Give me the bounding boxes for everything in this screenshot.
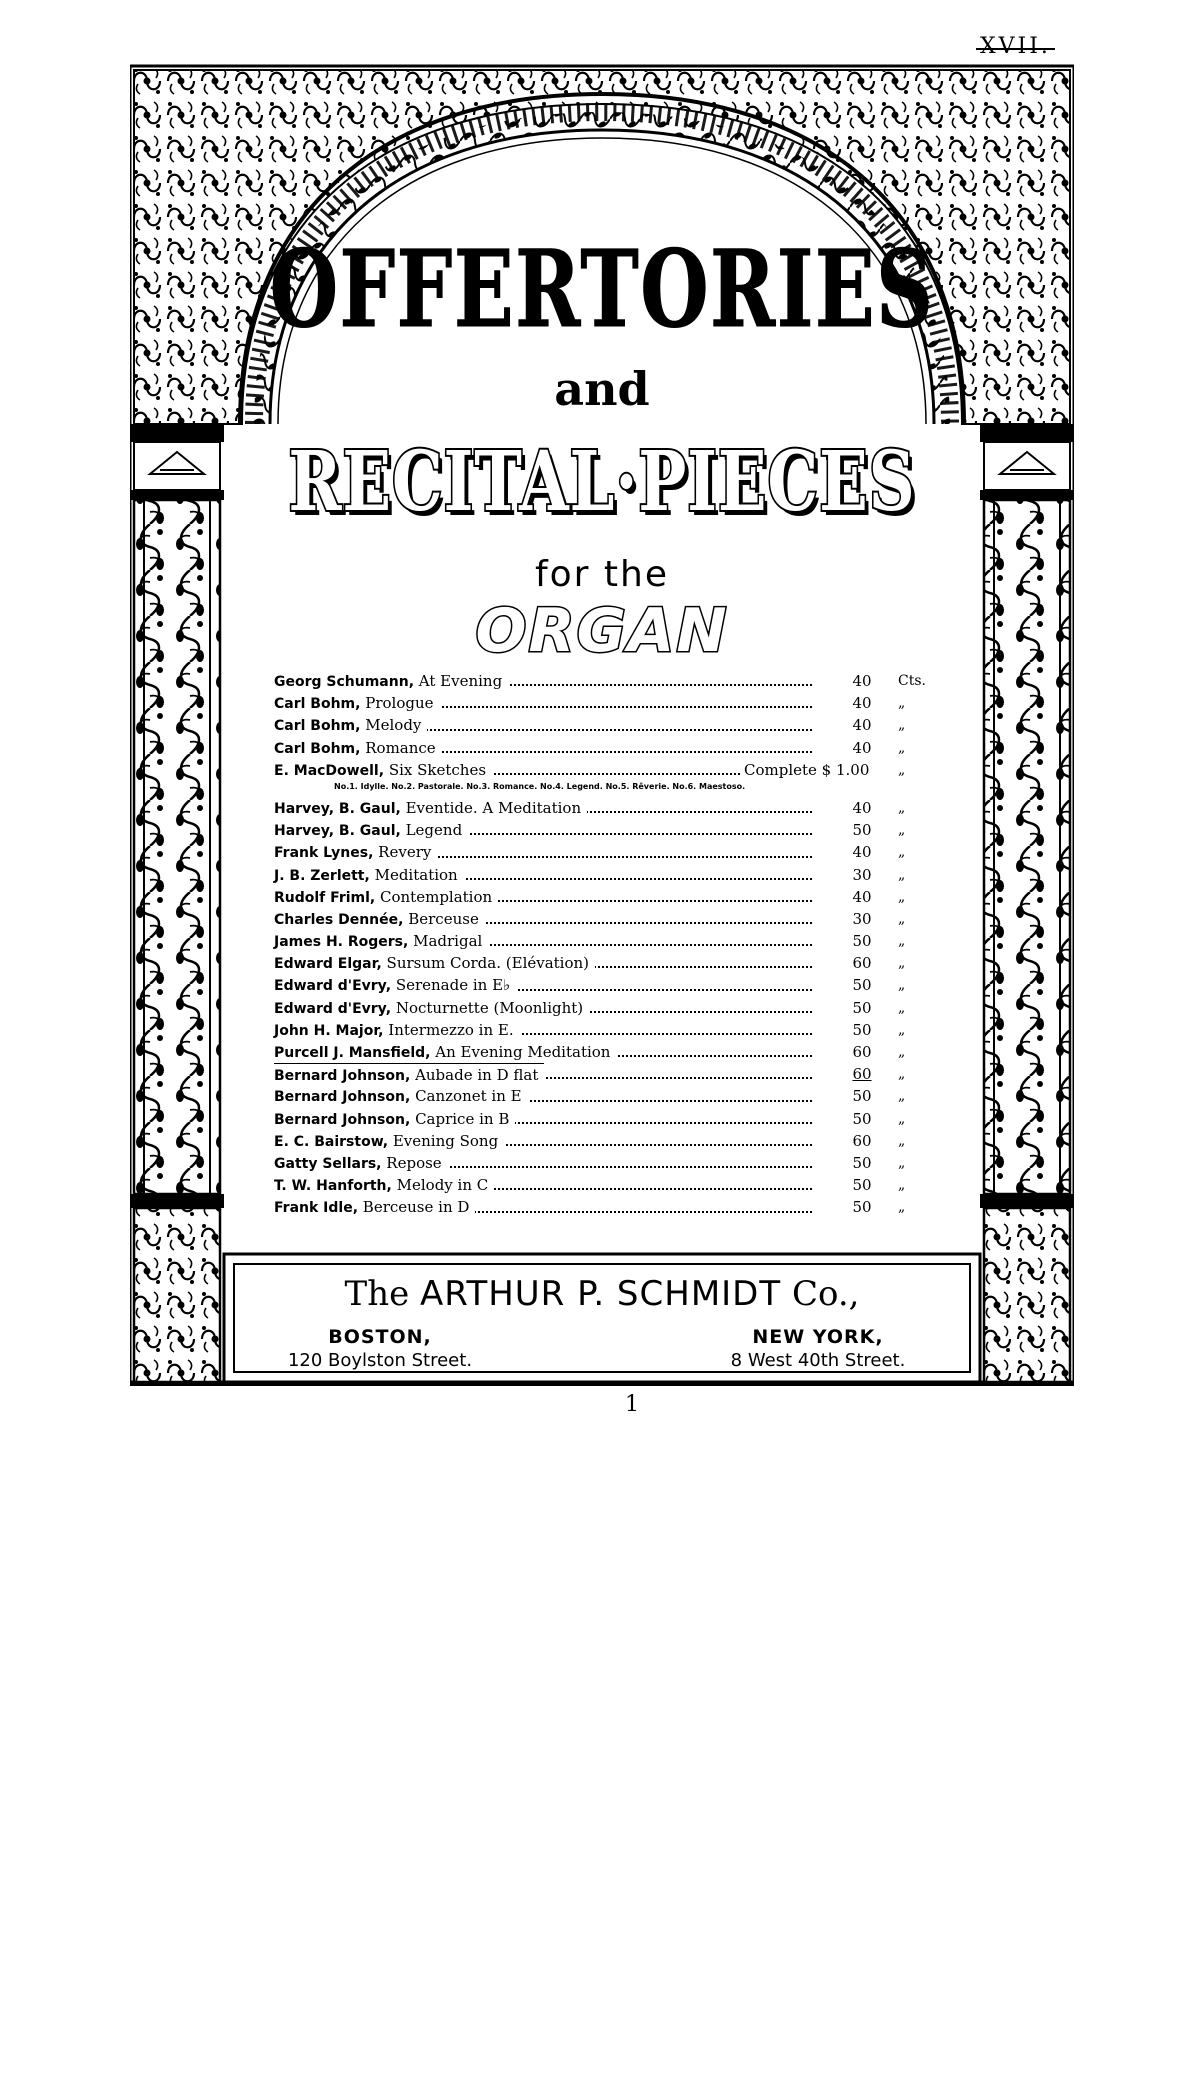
composer-name: Harvey, B. Gaul, bbox=[274, 800, 401, 817]
catalog-entry bbox=[274, 692, 440, 715]
new-york-address: 8 West 40th Street. bbox=[730, 1350, 906, 1371]
price: 50 bbox=[842, 1174, 882, 1196]
sketches-subtitle: No.1. Idylle. No.2. Pastorale. No.3. Romance. No.4. Legend. No.5. Rêverie. No.6. Maestoso. bbox=[334, 781, 746, 791]
new-york-city: NEW YORK, bbox=[752, 1326, 884, 1348]
catalog-entry bbox=[274, 1130, 504, 1153]
composer-name: E. C. Bairstow, bbox=[274, 1133, 389, 1150]
price: 50 bbox=[842, 1152, 882, 1174]
piece-title: At Evening bbox=[418, 672, 503, 690]
price-unit: „ bbox=[898, 799, 906, 816]
catalog-row bbox=[274, 1041, 924, 1063]
price-unit: „ bbox=[898, 1199, 906, 1216]
catalog-entry bbox=[274, 841, 437, 864]
composer-name: Bernard Johnson, bbox=[274, 1111, 411, 1128]
catalog-entry bbox=[274, 759, 492, 782]
price-unit: „ bbox=[898, 761, 906, 778]
catalog-row bbox=[274, 886, 924, 908]
piece-title: Romance bbox=[365, 738, 436, 757]
catalog-row bbox=[274, 1063, 924, 1085]
composer-name: Gatty Sellars, bbox=[274, 1155, 382, 1172]
price: 30 bbox=[842, 864, 882, 886]
catalog-row bbox=[274, 974, 924, 996]
composer-name: T. W. Hanforth, bbox=[274, 1178, 392, 1195]
piece-title: Melody bbox=[365, 716, 422, 735]
catalog-entry bbox=[274, 670, 508, 693]
price-unit: „ bbox=[898, 1021, 906, 1038]
catalog-entry bbox=[274, 1174, 494, 1197]
price: 40 bbox=[842, 714, 882, 736]
price-unit: „ bbox=[898, 1044, 906, 1060]
composer-name: Harvey, B. Gaul, bbox=[274, 823, 401, 840]
price-unit: „ bbox=[898, 822, 906, 839]
price-unit: „ bbox=[898, 866, 906, 883]
price-unit: „ bbox=[898, 1154, 906, 1171]
price-unit: „ bbox=[898, 955, 906, 972]
catalog-entry bbox=[274, 737, 442, 760]
catalog-entry bbox=[274, 819, 468, 842]
catalog-row bbox=[274, 1196, 924, 1218]
price-unit: „ bbox=[898, 739, 906, 756]
catalog-row bbox=[274, 670, 924, 692]
publisher-firm: ARTHUR P. SCHMIDT bbox=[420, 1274, 782, 1314]
catalog-entry bbox=[274, 1041, 616, 1064]
publisher-co: Co., bbox=[791, 1274, 860, 1314]
catalog-entry bbox=[274, 1063, 544, 1087]
price-unit: „ bbox=[898, 1066, 906, 1083]
catalog-row bbox=[274, 841, 924, 863]
composer-name: E. MacDowell, bbox=[274, 762, 385, 779]
catalog-row bbox=[274, 1085, 924, 1107]
price-unit: „ bbox=[898, 933, 906, 950]
price-unit: „ bbox=[898, 1177, 906, 1194]
composer-name: Carl Bohm, bbox=[274, 740, 361, 757]
piece-title: Meditation bbox=[374, 865, 458, 884]
catalog-entry bbox=[274, 864, 464, 887]
title-recital-pieces: RECITAL·PIECES bbox=[288, 434, 916, 530]
sketches-subtitle-row bbox=[274, 781, 924, 797]
piece-title: Eventide. A Meditation bbox=[405, 798, 582, 817]
publisher-the: The bbox=[344, 1274, 410, 1314]
composer-name: John H. Major, bbox=[274, 1022, 384, 1039]
price: 50 bbox=[842, 819, 882, 841]
page-mark: XVII. bbox=[980, 34, 1051, 59]
price: 50 bbox=[842, 1108, 882, 1130]
catalog-row bbox=[274, 864, 924, 886]
piece-title: Berceuse bbox=[408, 909, 479, 928]
composer-name: James H. Rogers, bbox=[274, 934, 409, 951]
catalog-row bbox=[274, 908, 924, 930]
price: 40 bbox=[842, 737, 882, 759]
price: 40 bbox=[842, 797, 882, 819]
catalog-entry bbox=[274, 974, 516, 997]
catalog-row bbox=[274, 997, 924, 1019]
price-unit: „ bbox=[898, 888, 906, 905]
price: 60 bbox=[842, 952, 882, 974]
price-unit: „ bbox=[898, 999, 906, 1016]
catalog-entry bbox=[274, 908, 485, 931]
composer-name: Frank Idle, bbox=[274, 1200, 359, 1217]
catalog-row bbox=[274, 714, 924, 736]
page-number: 1 bbox=[625, 1392, 639, 1417]
price: 30 bbox=[842, 908, 882, 930]
composer-name: Edward Elgar, bbox=[274, 956, 382, 973]
catalog-entry bbox=[274, 1196, 475, 1219]
catalog-entry bbox=[274, 797, 587, 820]
boston-address: 120 Boylston Street. bbox=[287, 1350, 473, 1371]
title-for-the: for the bbox=[534, 554, 670, 595]
price-unit: Cts. bbox=[898, 673, 926, 689]
piece-title: Intermezzo in E. bbox=[388, 1020, 514, 1039]
catalog-entry bbox=[274, 714, 427, 737]
piece-title: Serenade in E♭ bbox=[395, 976, 511, 995]
price: 50 bbox=[842, 1196, 882, 1218]
piece-title: Nocturnette (Moonlight) bbox=[395, 998, 584, 1017]
composer-name: Charles Dennée, bbox=[274, 911, 404, 928]
price: 40 bbox=[842, 841, 882, 863]
price-unit: „ bbox=[898, 1110, 906, 1127]
piece-title: Evening Song bbox=[392, 1131, 499, 1150]
catalog-row bbox=[274, 737, 924, 759]
piece-title: Madrigal bbox=[413, 932, 483, 951]
catalog-row bbox=[274, 759, 924, 781]
boston-city: BOSTON, bbox=[328, 1326, 432, 1348]
price: 50 bbox=[842, 1085, 882, 1107]
catalog-row bbox=[274, 1019, 924, 1041]
price-unit: „ bbox=[898, 1132, 906, 1149]
catalog-row bbox=[274, 930, 924, 952]
title-organ: ORGAN bbox=[475, 596, 729, 666]
catalog-entry bbox=[274, 930, 488, 953]
price-unit: „ bbox=[898, 844, 906, 861]
publisher-imprint bbox=[220, 1264, 984, 1376]
price-unit: „ bbox=[898, 1088, 906, 1105]
piece-title: Legend bbox=[405, 821, 463, 840]
catalog-entry bbox=[274, 886, 498, 909]
catalog-row bbox=[274, 1174, 924, 1196]
catalog-row bbox=[274, 1108, 924, 1130]
composer-name: Carl Bohm, bbox=[274, 696, 361, 713]
title-offertories: OFFERTORIES bbox=[269, 226, 935, 351]
title-and: and bbox=[554, 362, 650, 416]
price: 40 bbox=[842, 692, 882, 714]
catalog-entry bbox=[274, 1085, 528, 1108]
composer-name: Bernard Johnson, bbox=[274, 1068, 411, 1085]
piece-title: Contemplation bbox=[380, 887, 493, 906]
piece-title: An Evening Meditation bbox=[435, 1043, 611, 1061]
piece-title: Six Sketches bbox=[388, 760, 487, 779]
composer-name: Carl Bohm, bbox=[274, 718, 361, 735]
piece-title: Revery bbox=[378, 843, 432, 862]
catalog-entry bbox=[274, 997, 589, 1020]
piece-title: Aubade in D flat bbox=[415, 1066, 539, 1085]
composer-name: J. B. Zerlett, bbox=[274, 867, 370, 884]
composer-name: Edward d'Evry, bbox=[274, 1000, 392, 1017]
price-unit: „ bbox=[898, 695, 906, 712]
price: 50 bbox=[842, 930, 882, 952]
price-unit: „ bbox=[898, 717, 906, 734]
composer-name: Purcell J. Mansfield, bbox=[274, 1045, 431, 1061]
piece-title: Caprice in B bbox=[415, 1109, 510, 1128]
catalog-entry bbox=[274, 952, 595, 975]
price-unit: „ bbox=[898, 977, 906, 994]
catalog-entry bbox=[274, 1108, 515, 1131]
composer-name: Edward d'Evry, bbox=[274, 978, 392, 995]
composer-name: Georg Schumann, bbox=[274, 674, 415, 690]
catalog-row bbox=[274, 1130, 924, 1152]
composer-name: Rudolf Friml, bbox=[274, 889, 376, 906]
price: 60 bbox=[842, 1041, 882, 1063]
cover-frame bbox=[130, 64, 1074, 1386]
price: 60 bbox=[842, 1063, 882, 1085]
price: 50 bbox=[842, 997, 882, 1019]
catalog-row bbox=[274, 1152, 924, 1174]
price: 50 bbox=[842, 974, 882, 996]
price-unit: „ bbox=[898, 910, 906, 927]
piece-title: Prologue bbox=[365, 694, 434, 713]
complete-price: Complete $ 1.00 bbox=[740, 759, 873, 781]
catalog-list bbox=[274, 670, 924, 1219]
price: 40 bbox=[842, 886, 882, 908]
catalog-entry bbox=[274, 1152, 448, 1175]
catalog-row bbox=[274, 692, 924, 714]
catalog-row bbox=[274, 952, 924, 974]
composer-name: Bernard Johnson, bbox=[274, 1089, 411, 1106]
catalog-entry bbox=[274, 1019, 520, 1042]
piece-title: Canzonet in E bbox=[415, 1087, 522, 1106]
piece-title: Repose bbox=[386, 1153, 442, 1172]
piece-title: Berceuse in D bbox=[362, 1198, 470, 1217]
composer-name: Frank Lynes, bbox=[274, 845, 374, 862]
price: 60 bbox=[842, 1130, 882, 1152]
price: 50 bbox=[842, 1019, 882, 1041]
piece-title: Sursum Corda. (Elévation) bbox=[386, 954, 590, 973]
price: 40 bbox=[842, 670, 882, 692]
catalog-row bbox=[274, 819, 924, 841]
publisher-name bbox=[220, 1274, 984, 1314]
piece-title: Melody in C bbox=[396, 1176, 489, 1195]
catalog-row bbox=[274, 797, 924, 819]
